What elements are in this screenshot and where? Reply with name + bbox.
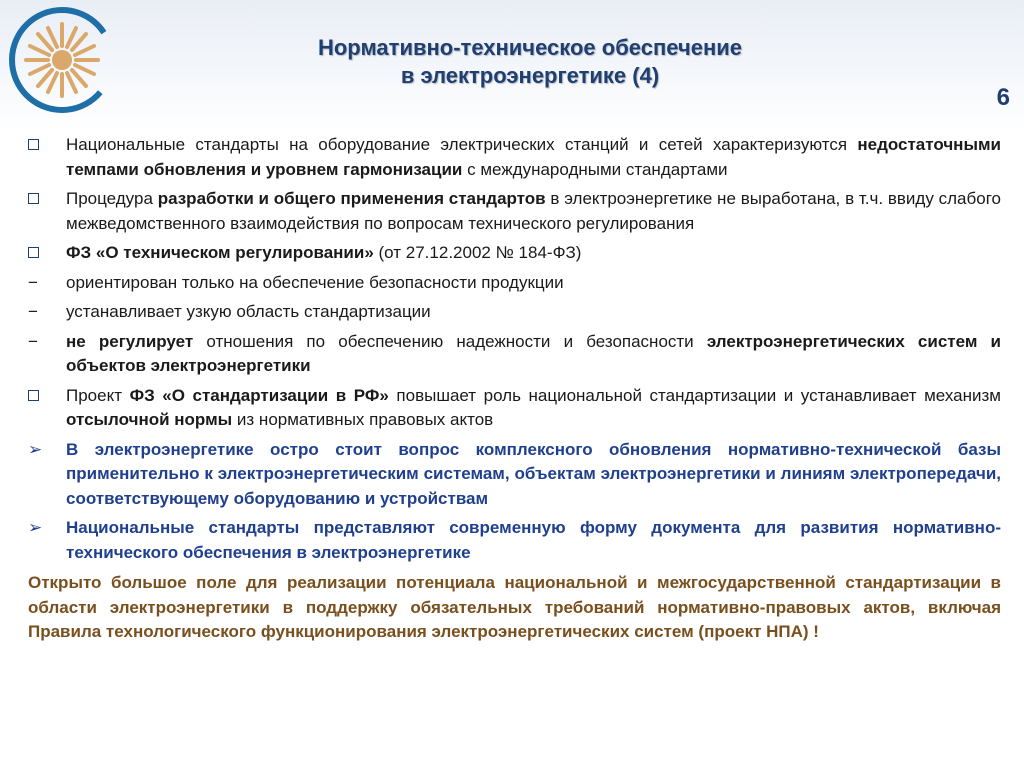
bullet-item — [28, 133, 1001, 182]
dash-item — [28, 330, 1001, 379]
item-bold: отсылочной нормы — [66, 410, 233, 429]
item-text: из нормативных правовых актов — [232, 410, 494, 429]
checkbox-bullet-icon — [28, 187, 58, 212]
dash-bullet-icon: − — [28, 302, 38, 321]
item-bold: недостаточными темпами обновления и уровнем гармонизации — [66, 135, 1001, 179]
item-text: ориентирован только на обеспечение безопасности продукции — [66, 272, 564, 292]
dash-bullet-icon: − — [28, 331, 38, 351]
item-text: В электроэнергетике остро стоит вопрос комплексного обновления нормативно-технической базы применительно к электроэнергетическим системам, объектам электроэнергетики и линиям электропередачи, соответствующему оборудованию и устройствам — [66, 439, 1001, 508]
item-text: Национальные стандарты представляют современную форму документа для развития нормативно-технического обеспечения в электроэнергетике — [66, 518, 1001, 562]
item-text: повышает роль национальной стандартизации и устанавливает механизм — [388, 385, 1001, 405]
bullet-item — [28, 384, 1001, 433]
bullet-item — [28, 241, 1001, 266]
item-text: Процедура — [66, 189, 158, 208]
item-bold: разработки и общего применения стандартов — [157, 189, 546, 208]
checkbox-bullet-icon — [28, 241, 58, 266]
arrow-item — [28, 516, 1001, 565]
item-text: Национальные стандарты на оборудование электрических станций и сетей характеризуются — [66, 135, 858, 154]
slide-title — [220, 34, 840, 90]
item-text: в электроэнергетике не выработана, в т.ч. ввиду слабого межведомственного взаимодействия по вопросам технического регулирования — [66, 189, 1001, 233]
title-line-2: в электроэнергетике (4) — [400, 63, 660, 88]
dash-item — [28, 300, 1001, 325]
arrow-bullet-icon: ➢ — [28, 518, 43, 537]
slide-header — [0, 0, 1024, 130]
item-text: устанавливает узкую область стандартизации — [66, 302, 431, 321]
slide-number: 6 — [996, 84, 1010, 111]
item-bold: ФЗ «О техническом регулировании» — [66, 243, 374, 262]
dash-bullet-icon: − — [28, 272, 38, 292]
checkbox-bullet-icon — [28, 384, 58, 409]
item-bold: не регулирует — [66, 331, 194, 351]
slide-content — [28, 133, 1001, 645]
item-text: отношения по обеспечению надежности и безопасности — [193, 331, 707, 351]
company-logo-icon — [8, 6, 116, 114]
item-text: с международными стандартами — [462, 159, 728, 179]
item-bold: электроэнергетических систем и объектов электроэнергетики — [66, 331, 1002, 375]
checkbox-bullet-icon — [28, 133, 58, 158]
arrow-item — [28, 438, 1001, 512]
item-text: (от 27.12.2002 № 184-ФЗ) — [373, 243, 582, 262]
arrow-bullet-icon: ➢ — [28, 439, 43, 459]
conclusion-text: Открыто большое поле для реализации потенциала национальной и межгосударственной стандартизации в области электроэнергетики в поддержку обязательных требований нормативно-правовых актов, включая Правила технологического функционирования электроэнергетических систем (проект НПА) ! — [28, 573, 1001, 641]
item-text: Проект — [66, 385, 130, 405]
item-bold: ФЗ «О стандартизации в РФ» — [129, 385, 389, 405]
bullet-item — [28, 187, 1001, 236]
title-line-1: Нормативно-техническое обеспечение — [317, 35, 743, 60]
dash-item — [28, 271, 1001, 296]
